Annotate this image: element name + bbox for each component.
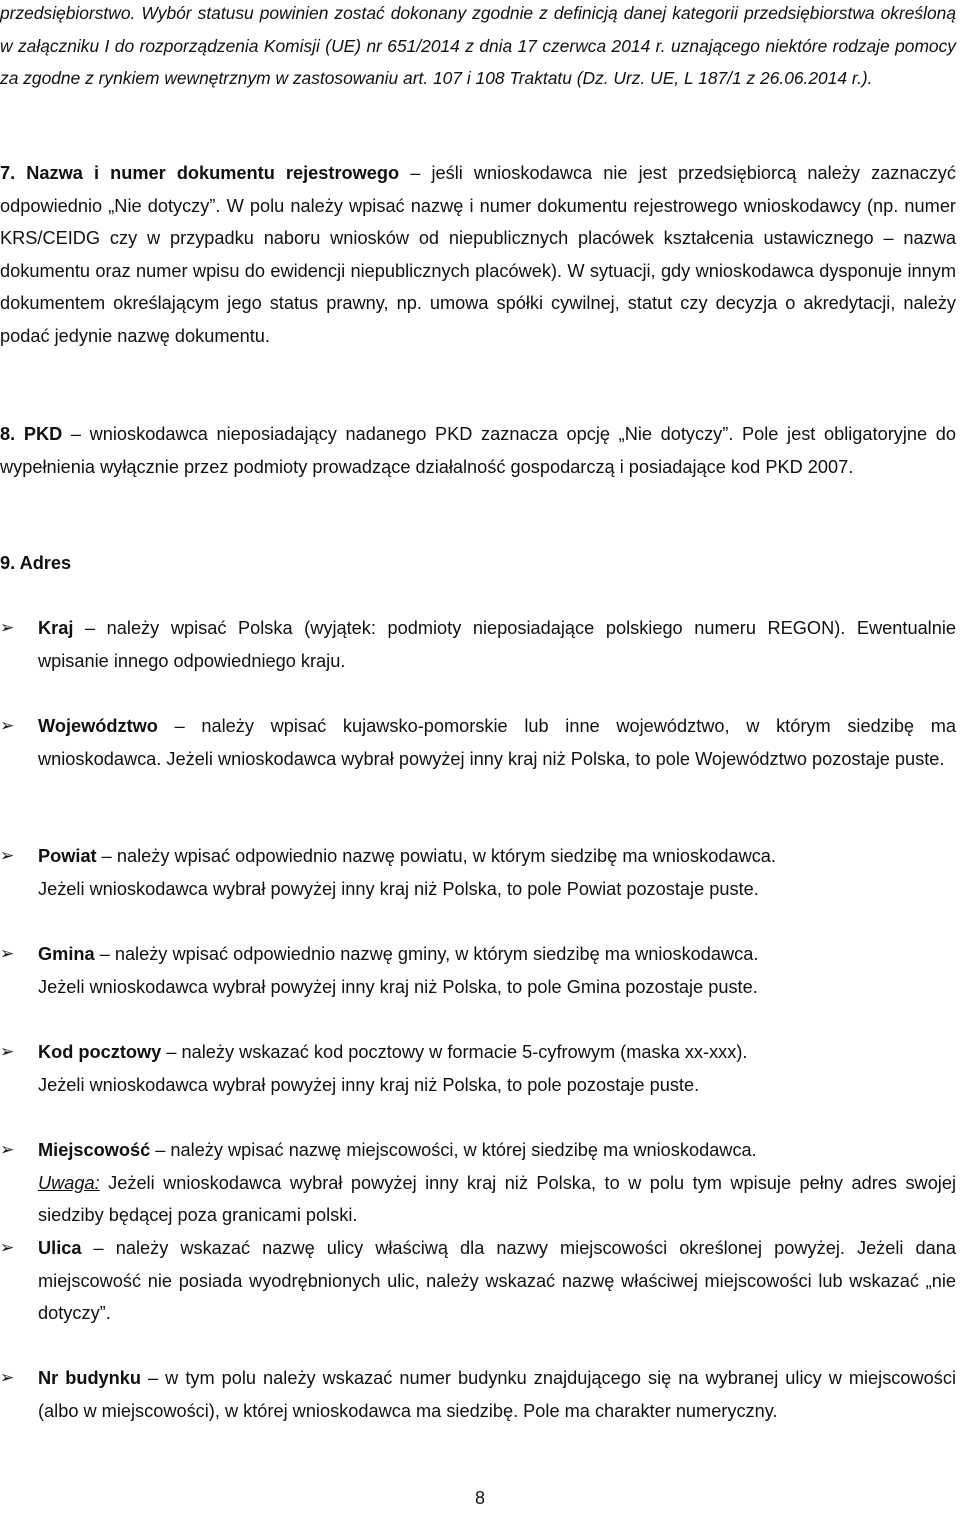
section-9-title: Adres xyxy=(19,553,72,573)
bullet-term: Kraj xyxy=(38,618,74,638)
bullet-ulica xyxy=(0,1232,956,1330)
intro-paragraph xyxy=(0,0,956,95)
bullet-term: Ulica xyxy=(38,1238,82,1258)
bullet-kod-pocztowy xyxy=(0,1036,956,1101)
arrow-bullet-icon: ➢ xyxy=(0,1140,15,1160)
bullet-text: – należy wpisać Polska (wyjątek: podmioty nieposiadające polskiego numeru REGON). Ewentualnie wpisanie innego odpowiedniego kraju. xyxy=(38,618,956,671)
bullet-text: – należy wpisać nazwę miejscowości, w której siedzibę ma wnioskodawca. xyxy=(150,1140,757,1160)
section-7-paragraph xyxy=(0,157,956,352)
bullet-powiat xyxy=(0,840,956,905)
bullet-term: Województwo xyxy=(38,716,158,736)
bullet-term: Miejscowość xyxy=(38,1140,151,1160)
arrow-bullet-icon: ➢ xyxy=(0,1238,15,1258)
bullet-kraj xyxy=(0,612,956,677)
arrow-bullet-icon: ➢ xyxy=(0,618,15,638)
bullet-miejscowosc xyxy=(0,1134,956,1232)
bullet-text: – należy wpisać odpowiednio nazwę gminy, w którym siedzibę ma wnioskodawca. xyxy=(94,944,759,964)
bullet-text: – należy wskazać kod pocztowy w formacie 5-cyfrowym (maska xx-xxx). xyxy=(161,1042,748,1062)
arrow-bullet-icon: ➢ xyxy=(0,1042,15,1062)
bullet-term: Powiat xyxy=(38,846,97,866)
page-number: 8 xyxy=(474,1488,485,1508)
note-label: Uwaga: xyxy=(38,1172,100,1193)
bullet-term: Kod pocztowy xyxy=(38,1042,162,1062)
bullet-wojewodztwo xyxy=(0,710,956,775)
bullet-text: – w tym polu należy wskazać numer budynku znajdującego się na wybranej ulicy w miejscowości (albo w miejscowości), w której wnioskodawca ma siedzibę. Pole ma charakter numeryczny. xyxy=(38,1368,956,1421)
intro-text: przedsiębiorstwo. Wybór statusu powinien zostać dokonany zgodnie z definicją danej kategorii przedsiębiorstwa określoną w załączniku I do rozporządzenia Komisji (UE) nr 651/2014 z dnia 17 czerwca 2014 r. uznającego niektóre rodzaje pomocy za zgodne z rynkiem wewnętrznym w zastosowaniu art. 107 i 108 Traktatu (Dz. Urz. UE, L 187/1 z 26.06.2014 r.). xyxy=(0,3,956,88)
arrow-bullet-icon: ➢ xyxy=(0,944,15,964)
bullet-text-2: Jeżeli wnioskodawca wybrał powyżej inny kraj niż Polska, to pole Powiat pozostaje puste. xyxy=(38,878,759,899)
bullet-term: Nr budynku xyxy=(38,1368,142,1388)
section-8-text: – wnioskodawca nieposiadający nadanego PKD zaznacza opcję „Nie dotyczy”. Pole jest obligatoryjne do wypełnienia wyłącznie przez podmioty prowadzące działalność gospodarczą i posiadające kod PKD 2007. xyxy=(0,424,956,477)
bullet-term: Gmina xyxy=(38,944,95,964)
bullet-text-2: Jeżeli wnioskodawca wybrał powyżej inny kraj niż Polska, to pole pozostaje puste. xyxy=(38,1074,700,1095)
section-8-title: PKD xyxy=(23,424,63,444)
bullet-text: – należy wpisać odpowiednio nazwę powiatu, w którym siedzibę ma wnioskodawca. xyxy=(96,846,776,866)
section-8-paragraph xyxy=(0,418,956,483)
bullet-text-2: Jeżeli wnioskodawca wybrał powyżej inny kraj niż Polska, to pole Gmina pozostaje puste. xyxy=(38,976,758,997)
bullet-nr-budynku xyxy=(0,1362,956,1427)
bullet-text: – należy wskazać nazwę ulicy właściwą dla nazwy miejscowości określonej powyżej. Jeżeli dana miejscowość nie posiada wyodrębnionych ulic, należy wskazać nazwę właściwej miejscowości lub wskazać „nie dotyczy”. xyxy=(38,1238,956,1323)
section-7-title: Nazwa i numer dokumentu rejestrowego xyxy=(26,163,400,183)
section-9-number: 9. xyxy=(0,553,16,573)
note-text: Jeżeli wnioskodawca wybrał powyżej inny kraj niż Polska, to w polu tym wpisuje pełny adres swojej siedziby będącej poza granicami polski. xyxy=(38,1172,956,1225)
arrow-bullet-icon: ➢ xyxy=(0,1368,15,1388)
bullet-text: – należy wpisać kujawsko-pomorskie lub inne województwo, w którym siedzibę ma wnioskodawca. Jeżeli wnioskodawca wybrał powyżej inny kraj niż Polska, to pole Województwo pozostaje puste. xyxy=(38,716,956,769)
arrow-bullet-icon: ➢ xyxy=(0,716,15,736)
section-7-text: – jeśli wnioskodawca nie jest przedsiębiorcą należy zaznaczyć odpowiednio „Nie dotyczy”. W polu należy wpisać nazwę i numer dokumentu rejestrowego wnioskodawcy (np. numer KRS/CEIDG czy w przypadku naboru wniosków od niepublicznych placówek kształcenia ustawicznego – nazwa dokumentu oraz numer wpisu do ewidencji niepublicznych placówek). W sytuacji, gdy wnioskodawca dysponuje innym dokumentem określającym jego status prawny, np. umowa spółki cywilnej, statut czy decyzja o akredytacji, należy podać jedynie nazwę dokumentu. xyxy=(0,163,956,346)
arrow-bullet-icon: ➢ xyxy=(0,846,15,866)
section-8-number: 8. xyxy=(0,424,16,444)
bullet-gmina xyxy=(0,938,956,1003)
section-7-number: 7. xyxy=(0,163,16,183)
section-9-heading xyxy=(0,547,71,580)
